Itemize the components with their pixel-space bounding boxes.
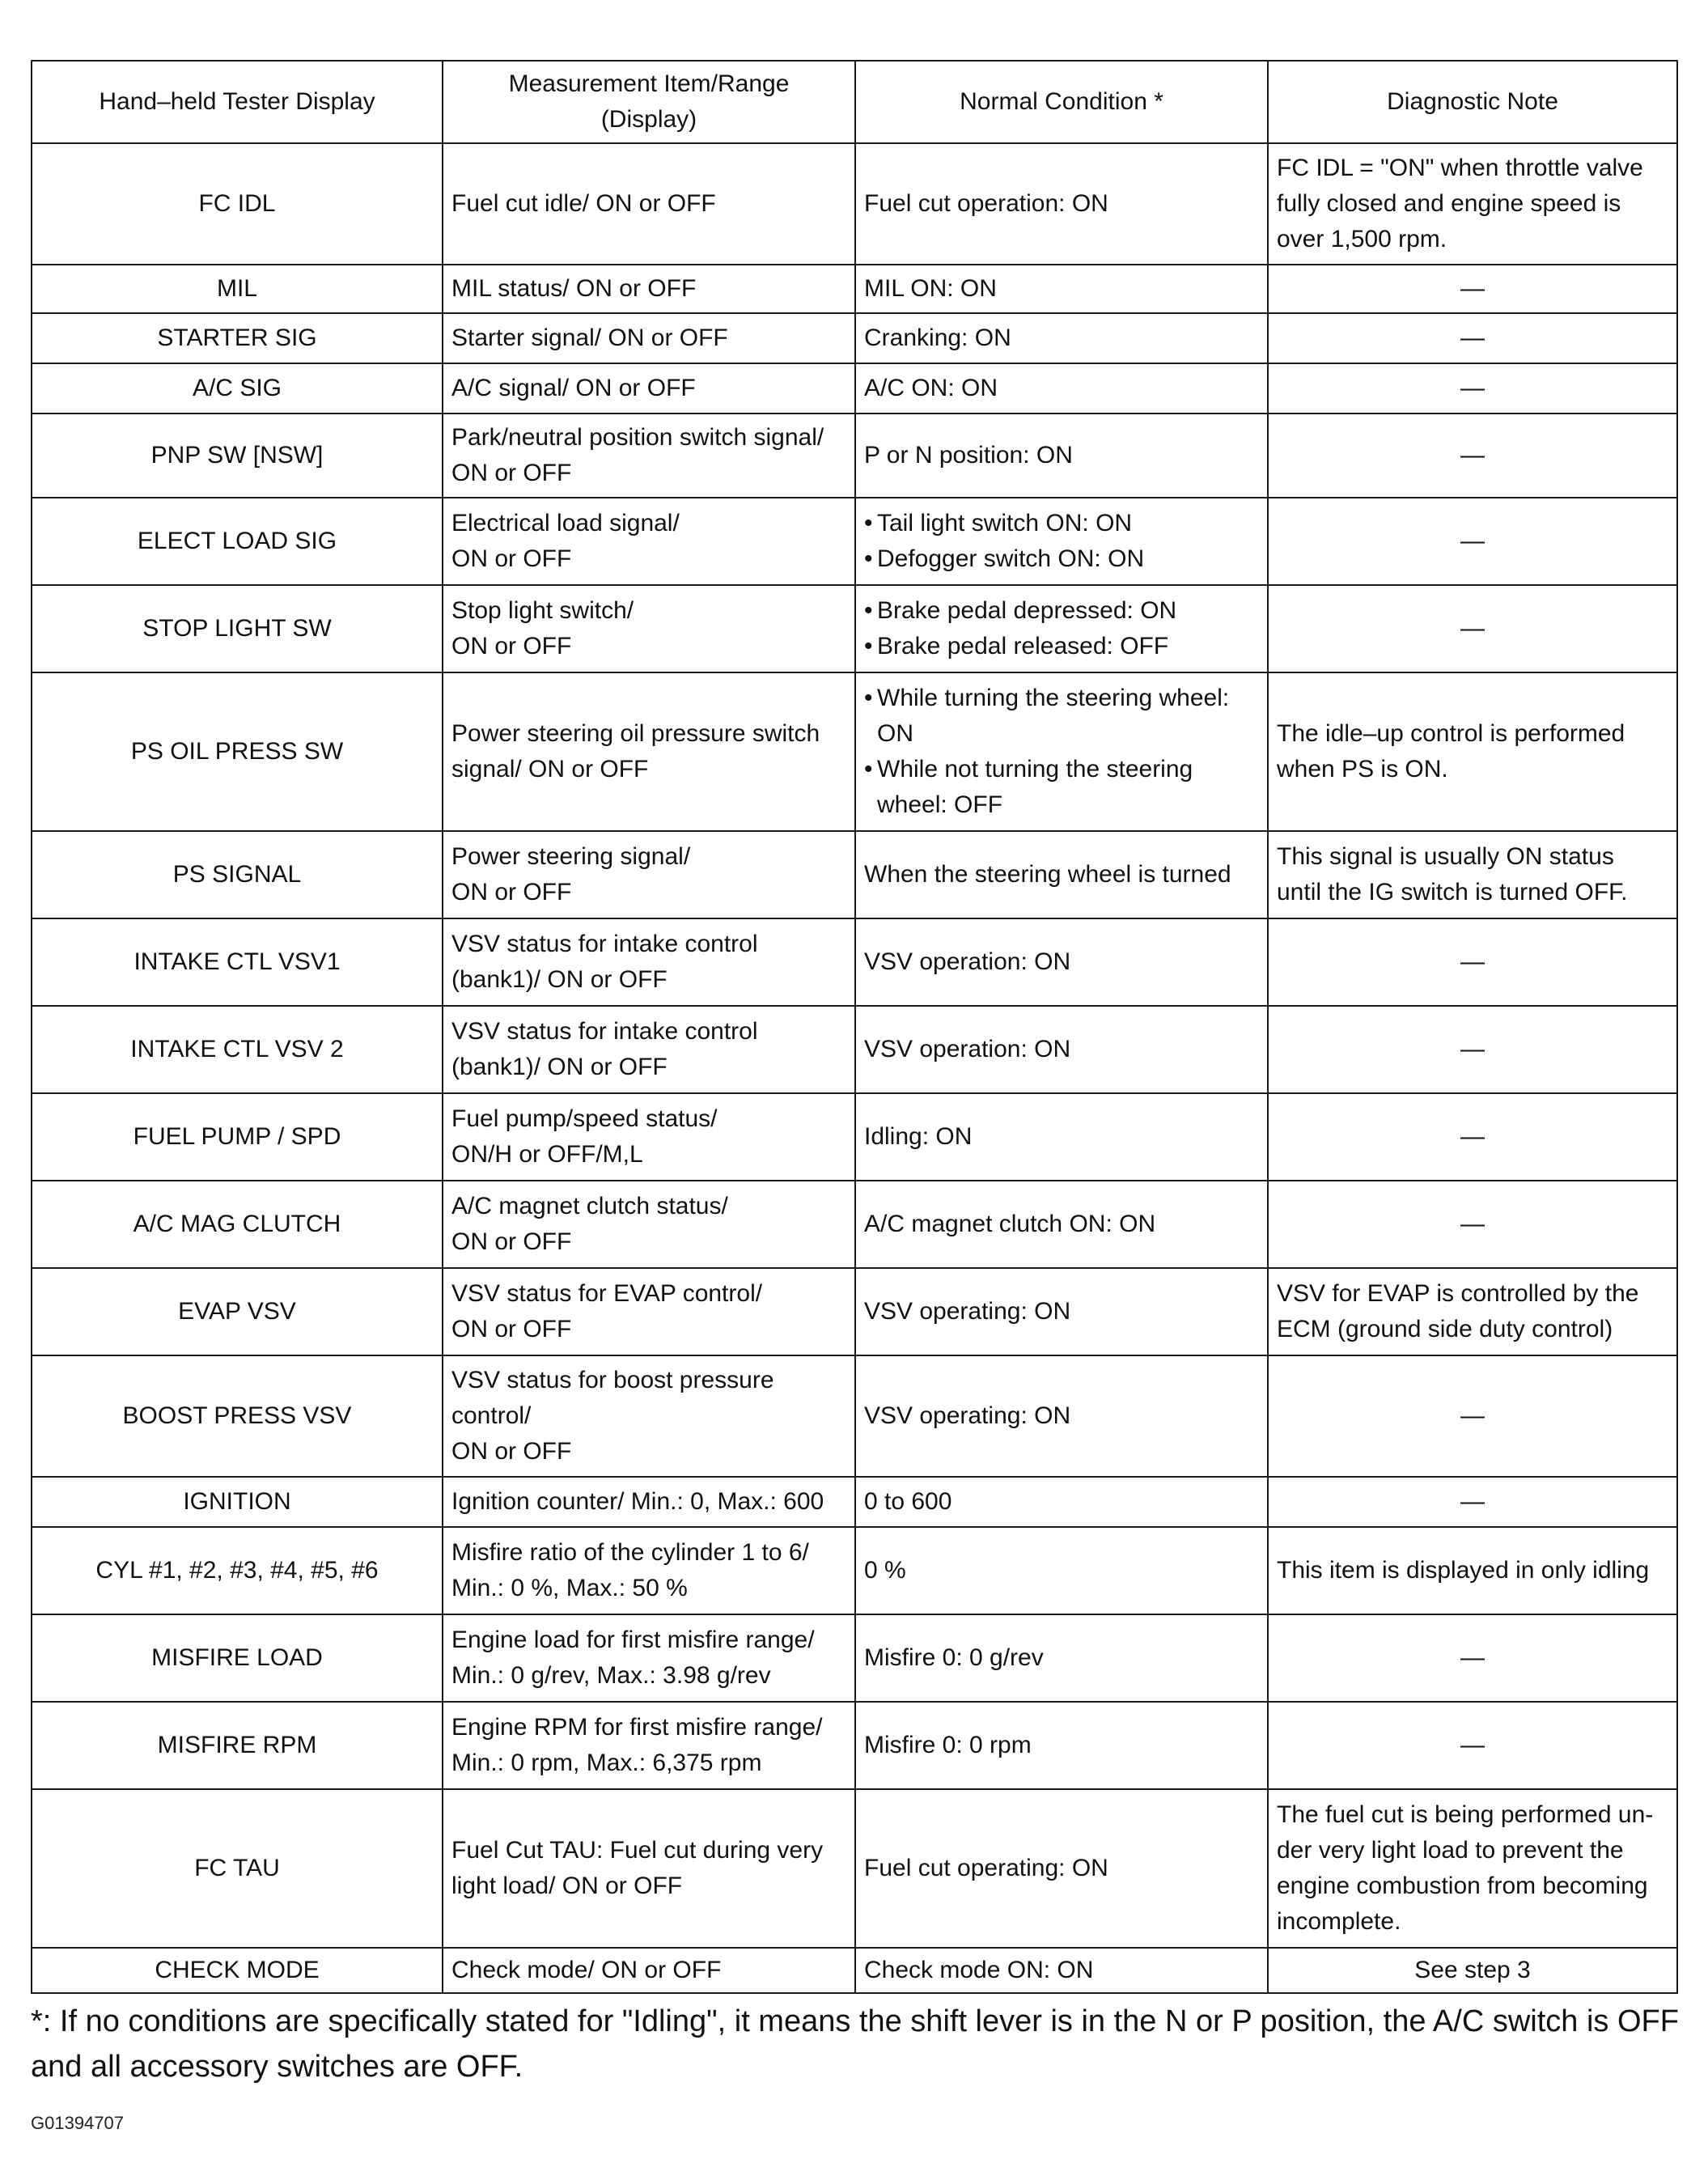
cell-diagnostic-note [1268,1948,1677,1993]
bullet-item [864,681,1259,716]
cell-measurement-item [443,265,855,313]
footnote: *: If no conditions are specifically stated for "Idling", it means the shift lever is in the N or P position, the A/C switch is OFF and all accessory switches are OFF. [31,2004,1679,2084]
cell-line: when PS is ON. [1277,756,1448,783]
cell-line: INTAKE CTL VSV 2 [130,1036,344,1062]
cell-line: Measurement Item/Range [508,70,790,97]
bullet-icon: • [864,510,873,537]
table-row [32,585,1677,672]
cell-line [864,371,1259,406]
cell-measurement-item [443,143,855,265]
cell-normal-condition [855,672,1268,831]
cell-line: FC IDL = "ON" when throttle valve [1277,155,1643,181]
cell-tester-display [32,1527,443,1614]
cell-diagnostic-note [1268,1181,1677,1268]
cell-line: ON or OFF [451,460,572,486]
cell-line [864,1032,1259,1067]
bullet-item [864,629,1259,664]
bullet-text: ON [877,720,913,747]
cell-line [864,271,1259,307]
table-row [32,1355,1677,1477]
cell-line [864,787,1259,823]
bullet-text: VSV operating: ON [864,1402,1071,1429]
cell-normal-condition [855,143,1268,265]
cell-diagnostic-note [1268,1006,1677,1093]
cell-line: ON or OFF [451,1438,572,1465]
cell-line: INTAKE CTL VSV1 [134,948,341,975]
bullet-text: Brake pedal depressed: ON [877,597,1177,624]
table-row [32,1093,1677,1181]
cell-line: A/C signal/ ON or OFF [451,375,696,401]
cell-line: (Display) [600,106,697,133]
cell-line: Check mode/ ON or OFF [451,1957,722,1983]
cell-line: — [1460,1488,1485,1515]
bullet-text: Defogger switch ON: ON [877,545,1145,572]
cell-diagnostic-note [1268,143,1677,265]
bullet-icon: • [864,633,873,660]
cell-line: IGNITION [183,1488,291,1515]
cell-tester-display [32,363,443,414]
cell-line: VSV for EVAP is controlled by the [1277,1280,1639,1307]
cell-measurement-item [443,1355,855,1477]
cell-tester-display [32,1355,443,1477]
bullet-item [864,541,1259,577]
table-row [32,672,1677,831]
figure-id: G01394707 [31,2113,124,2133]
cell-diagnostic-note [1268,498,1677,585]
bullet-text: Idling: ON [864,1123,973,1150]
bullet-text: Cranking: ON [864,324,1011,351]
table-row [32,313,1677,363]
cell-line: ECM (ground side duty control) [1277,1316,1613,1342]
cell-diagnostic-note [1268,1477,1677,1527]
cell-line: — [1460,1123,1485,1150]
cell-normal-condition [855,585,1268,672]
cell-line: PNP SW [NSW] [150,442,324,469]
cell-tester-display [32,585,443,672]
cell-measurement-item [443,414,855,498]
cell-normal-condition [855,1527,1268,1614]
cell-line: ON or OFF [451,633,572,660]
cell-measurement-item [443,831,855,918]
bullet-text: Fuel cut operation: ON [864,190,1108,217]
cell-line: (bank1)/ ON or OFF [451,966,668,993]
cell-normal-condition [855,414,1268,498]
cell-tester-display [32,1006,443,1093]
cell-line: STOP LIGHT SW [142,615,332,642]
cell-measurement-item [443,1527,855,1614]
cell-line: over 1,500 rpm. [1277,226,1447,252]
cell-line: until the IG switch is turned OFF. [1277,879,1628,906]
cell-line: — [1460,1732,1485,1758]
header-normal-condition [855,61,1268,143]
cell-line: This item is displayed in only idling [1277,1557,1650,1584]
cell-line: CHECK MODE [155,1957,320,1983]
cell-diagnostic-note [1268,363,1677,414]
cell-line: Engine load for first misfire range/ [451,1627,815,1653]
cell-tester-display [32,1789,443,1948]
cell-tester-display [32,1181,443,1268]
bullet-text: Misfire 0: 0 g/rev [864,1644,1044,1671]
cell-normal-condition [855,1268,1268,1355]
cell-diagnostic-note [1268,1093,1677,1181]
cell-normal-condition [855,498,1268,585]
bullet-text: P or N position: ON [864,442,1073,469]
bullet-icon: • [864,685,873,711]
cell-line [864,857,1259,893]
cell-measurement-item [443,1477,855,1527]
cell-normal-condition [855,1789,1268,1948]
cell-tester-display [32,1093,443,1181]
cell-line: This signal is usually ON status [1277,843,1614,870]
cell-diagnostic-note [1268,414,1677,498]
cell-line: A/C magnet clutch status/ [451,1193,728,1219]
cell-line: VSV status for boost pressure [451,1367,774,1393]
cell-line: Park/neutral position switch signal/ [451,424,824,451]
table-row [32,498,1677,585]
cell-line: — [1460,528,1485,554]
cell-normal-condition [855,313,1268,363]
cell-measurement-item [443,498,855,585]
cell-diagnostic-note [1268,1789,1677,1948]
cell-line: STARTER SIG [157,324,317,351]
cell-line: — [1460,275,1485,302]
cell-diagnostic-note [1268,313,1677,363]
cell-line: Misfire ratio of the cylinder 1 to 6/ [451,1539,809,1566]
header-measurement-item [443,61,855,143]
cell-line: Fuel Cut TAU: Fuel cut during very [451,1837,824,1864]
cell-line: VSV status for EVAP control/ [451,1280,763,1307]
cell-line: light load/ ON or OFF [451,1873,683,1899]
cell-line: Power steering signal/ [451,843,691,870]
bullet-text: Check mode ON: ON [864,1957,1094,1983]
cell-line: Fuel pump/speed status/ [451,1105,718,1132]
cell-line: ON or OFF [451,1228,572,1255]
cell-measurement-item [443,1702,855,1789]
bullet-text: A/C ON: ON [864,375,998,401]
table-row [32,414,1677,498]
table-row [32,1268,1677,1355]
bullet-text: When the steering wheel is turned [864,861,1231,888]
cell-line: See step 3 [1414,1957,1531,1983]
cell-line: signal/ ON or OFF [451,756,649,783]
cell-normal-condition [855,1181,1268,1268]
table-row [32,1181,1677,1268]
cell-normal-condition [855,1614,1268,1702]
bullet-icon: • [864,545,873,572]
cell-diagnostic-note [1268,1355,1677,1477]
cell-normal-condition [855,265,1268,313]
bullet-text: 0 % [864,1557,906,1584]
cell-line: der very light load to prevent the [1277,1837,1624,1864]
table-row [32,831,1677,918]
table-row [32,918,1677,1006]
cell-tester-display [32,918,443,1006]
cell-line [864,1484,1259,1520]
cell-line: Engine RPM for first misfire range/ [451,1714,823,1741]
cell-line: PS SIGNAL [172,861,302,888]
cell-line: — [1460,1036,1485,1062]
cell-measurement-item [443,1614,855,1702]
cell-line: ON or OFF [451,1316,572,1342]
cell-measurement-item [443,1789,855,1948]
cell-measurement-item [443,1948,855,1993]
cell-diagnostic-note [1268,831,1677,918]
cell-line: — [1460,1644,1485,1671]
bullet-item [864,506,1259,541]
table-row [32,265,1677,313]
bullet-text: Brake pedal released: OFF [877,633,1169,660]
cell-line: fully closed and engine speed is [1277,190,1621,217]
cell-measurement-item [443,918,855,1006]
cell-line: ON or OFF [451,545,572,572]
cell-diagnostic-note [1268,1614,1677,1702]
cell-line: MIL [216,275,257,302]
cell-line: PS OIL PRESS SW [130,738,344,765]
cell-line [864,716,1259,752]
cell-line: FC IDL [198,190,276,217]
cell-tester-display [32,414,443,498]
table-header-row [32,61,1677,143]
cell-line [864,1294,1259,1330]
cell-line: Ignition counter/ Min.: 0, Max.: 600 [451,1488,824,1515]
cell-line: engine combustion from becoming [1277,1873,1648,1899]
cell-line: Hand–held Tester Display [99,88,375,115]
cell-line: ON or OFF [451,879,572,906]
cell-line [864,944,1259,980]
cell-normal-condition [855,1948,1268,1993]
bullet-text: Tail light switch ON: ON [877,510,1133,537]
cell-measurement-item [443,1006,855,1093]
header-tester-display [32,61,443,143]
bullet-text: While not turning the steering [877,756,1193,783]
cell-line: Starter signal/ ON or OFF [451,324,728,351]
table-row [32,143,1677,265]
bullet-text: VSV operation: ON [864,948,1071,975]
header-diagnostic-note [1268,61,1677,143]
cell-line: Min.: 0 rpm, Max.: 6,375 rpm [451,1750,762,1776]
cell-tester-display [32,265,443,313]
cell-line: EVAP VSV [178,1298,296,1325]
cell-line: FUEL PUMP / SPD [133,1123,341,1150]
cell-normal-condition [855,831,1268,918]
cell-line [864,1553,1259,1588]
cell-line [864,1119,1259,1155]
bullet-icon: • [864,597,873,624]
cell-line: Electrical load signal/ [451,510,680,537]
cell-tester-display [32,1702,443,1789]
cell-line [864,1398,1259,1434]
cell-line [864,438,1259,473]
cell-line: VSV status for intake control [451,1018,758,1045]
cell-line [864,1207,1259,1242]
cell-line: A/C MAG CLUTCH [133,1211,341,1237]
cell-line [864,186,1259,222]
bullet-icon: • [864,756,873,783]
table-row [32,1948,1677,1993]
cell-normal-condition [855,918,1268,1006]
table-row [32,1702,1677,1789]
table-body [32,143,1677,1993]
cell-measurement-item [443,1093,855,1181]
cell-line [864,1640,1259,1676]
cell-line: — [1460,615,1485,642]
cell-line: BOOST PRESS VSV [122,1402,352,1429]
cell-measurement-item [443,1268,855,1355]
cell-line: The fuel cut is being performed un- [1277,1801,1654,1828]
cell-line: Min.: 0 %, Max.: 50 % [451,1575,688,1601]
cell-diagnostic-note [1268,1268,1677,1355]
table-row [32,1527,1677,1614]
cell-measurement-item [443,1181,855,1268]
cell-measurement-item [443,585,855,672]
table-row [32,1789,1677,1948]
cell-line [864,1953,1259,1988]
bullet-text: 0 to 600 [864,1488,952,1515]
table-row [32,1006,1677,1093]
cell-line: Power steering oil pressure switch [451,720,820,747]
cell-line [864,320,1259,356]
cell-normal-condition [855,1006,1268,1093]
cell-line: VSV status for intake control [451,931,758,957]
table-row [32,1614,1677,1702]
cell-line: — [1460,375,1485,401]
bullet-text: A/C magnet clutch ON: ON [864,1211,1156,1237]
cell-measurement-item [443,313,855,363]
cell-line: — [1460,1211,1485,1237]
cell-normal-condition [855,1093,1268,1181]
cell-line: control/ [451,1402,532,1429]
cell-line: MIL status/ ON or OFF [451,275,697,302]
table-row [32,363,1677,414]
cell-normal-condition [855,1702,1268,1789]
bullet-item [864,593,1259,629]
cell-line: — [1460,324,1485,351]
bullet-text: Fuel cut operating: ON [864,1855,1108,1881]
cell-measurement-item [443,363,855,414]
cell-tester-display [32,672,443,831]
cell-line: ON/H or OFF/M,L [451,1141,643,1168]
cell-line [864,1728,1259,1763]
cell-diagnostic-note [1268,585,1677,672]
cell-line: The idle–up control is performed [1277,720,1625,747]
bullet-text: MIL ON: ON [864,275,997,302]
cell-tester-display [32,831,443,918]
cell-diagnostic-note [1268,918,1677,1006]
cell-measurement-item [443,672,855,831]
bullet-text: wheel: OFF [877,791,1003,818]
cell-line: Diagnostic Note [1387,88,1558,115]
cell-diagnostic-note [1268,672,1677,831]
cell-line: Min.: 0 g/rev, Max.: 3.98 g/rev [451,1662,771,1689]
cell-line: CYL #1, #2, #3, #4, #5, #6 [95,1557,379,1584]
cell-diagnostic-note [1268,1702,1677,1789]
cell-tester-display [32,1948,443,1993]
cell-tester-display [32,1477,443,1527]
cell-line: (bank1)/ ON or OFF [451,1054,668,1080]
cell-diagnostic-note [1268,265,1677,313]
cell-line: A/C SIG [192,375,282,401]
bullet-text: While turning the steering wheel: [877,685,1230,711]
cell-normal-condition [855,1477,1268,1527]
cell-line: FC TAU [194,1855,280,1881]
bullet-text: VSV operation: ON [864,1036,1071,1062]
cell-line: Normal Condition * [960,88,1163,115]
cell-line: — [1460,948,1485,975]
tester-display-table [31,60,1678,1994]
cell-line: ELECT LOAD SIG [137,528,337,554]
cell-line: MISFIRE RPM [157,1732,317,1758]
cell-normal-condition [855,363,1268,414]
cell-diagnostic-note [1268,1527,1677,1614]
cell-line: incomplete. [1277,1908,1401,1935]
cell-tester-display [32,1268,443,1355]
cell-line: Fuel cut idle/ ON or OFF [451,190,716,217]
bullet-text: Misfire 0: 0 rpm [864,1732,1032,1758]
cell-normal-condition [855,1355,1268,1477]
table-row [32,1477,1677,1527]
cell-tester-display [32,498,443,585]
cell-line: MISFIRE LOAD [151,1644,323,1671]
cell-line: — [1460,442,1485,469]
cell-line: — [1460,1402,1485,1429]
cell-tester-display [32,313,443,363]
cell-tester-display [32,143,443,265]
bullet-item [864,752,1259,787]
cell-line [864,1851,1259,1886]
bullet-text: VSV operating: ON [864,1298,1071,1325]
cell-tester-display [32,1614,443,1702]
cell-line: Stop light switch/ [451,597,634,624]
